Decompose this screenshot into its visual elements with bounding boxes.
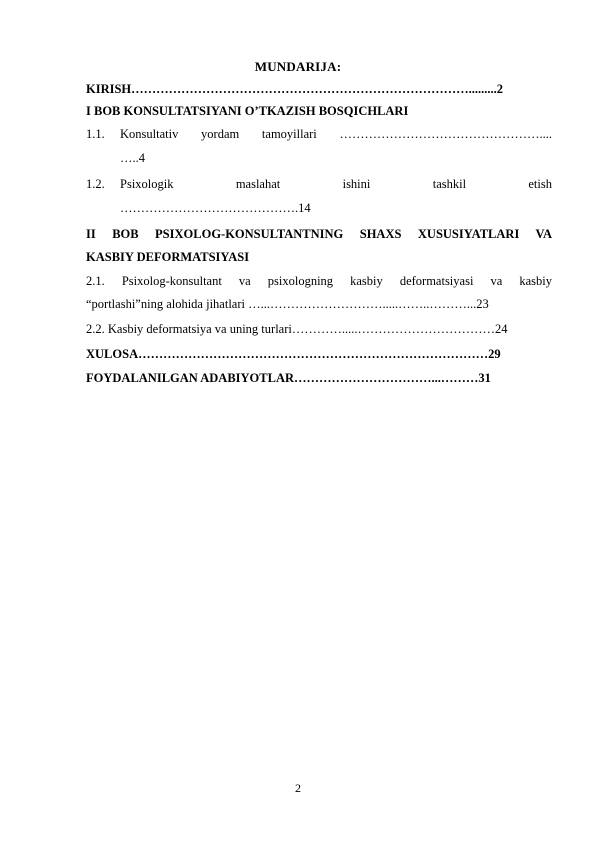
page-number: 2 [295, 781, 301, 795]
toc-chapter-2-heading: II BOB PSIXOLOG-KONSULTANTNING SHAXS XUSUSIYATLARI VA [86, 227, 552, 241]
toc-section-1-2-number: 1.2. [86, 177, 105, 191]
toc-section-2-1-page: “portlashi”ning alohida jihatlari …...……………………….....……..………...23 [86, 297, 489, 311]
toc-section-1-1-page: …..4 [120, 151, 145, 165]
toc-section-1-2-page: …………………………………….14 [120, 201, 311, 215]
toc-chapter-1-heading: I BOB KONSULTATSIYANI O’TKAZISH BOSQICHLARI [86, 104, 409, 118]
toc-section-1-1-number: 1.1. [86, 127, 105, 141]
toc-entry-xulosa: XULOSA…………………………………………………………………………29 [86, 347, 501, 361]
toc-section-2-2: 2.2. Kasbiy deformatsiya va uning turlari………….....……………………………24 [86, 322, 508, 336]
toc-entry-references: FOYDALANILGAN ADABIYOTLAR……………………………...………31 [86, 371, 491, 385]
toc-section-1-1-title: Konsultativ yordam tamoyillari ………………………………………….... [120, 127, 552, 141]
toc-section-1-2-title: Psixologik maslahat ishini tashkil etish [120, 177, 552, 191]
toc-title: MUNDARIJA: [254, 59, 342, 74]
toc-entry-kirish: KIRISH……………………………………………………………………….........2 [86, 82, 504, 96]
toc-section-2-1-title: 2.1. Psixolog-konsultant va psixologning kasbiy deformatsiyasi va kasbiy [86, 274, 552, 288]
toc-chapter-2-heading-cont: KASBIY DEFORMATSIYASI [86, 250, 250, 264]
